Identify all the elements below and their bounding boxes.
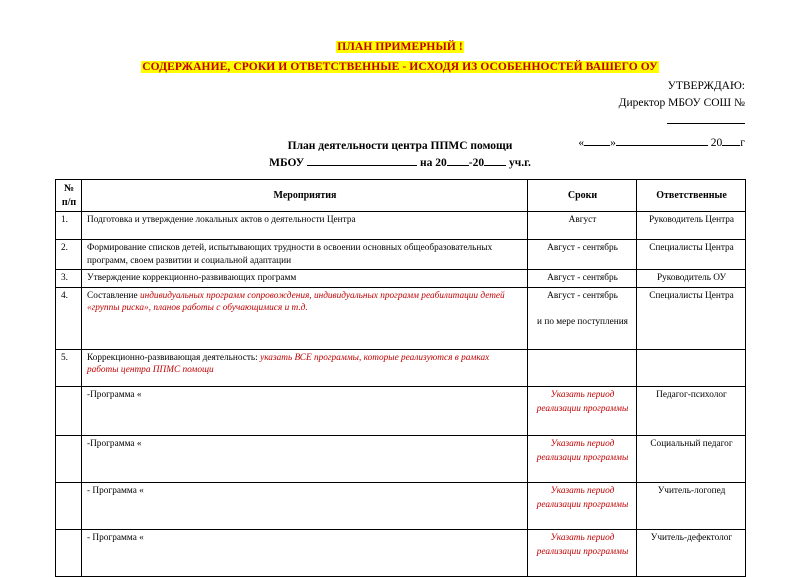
term-text-emphasis: Указать период реализации программы <box>536 532 629 557</box>
table-row <box>56 482 746 529</box>
cell-responsible: Руководитель Центра <box>637 212 746 240</box>
table-row <box>56 435 746 482</box>
event-text: Составление <box>87 290 140 301</box>
table-row <box>56 212 746 240</box>
date-quote-open: « <box>578 137 585 150</box>
cell-number: 5. <box>56 349 82 386</box>
academic-year-label: уч.г. <box>508 157 531 170</box>
cell-term <box>528 287 637 349</box>
cell-event <box>82 287 528 349</box>
approval-director: Директор МБОУ СОШ № <box>618 96 745 109</box>
year-start-label: на 20 <box>419 157 447 170</box>
school-label: МБОУ <box>269 157 305 170</box>
table-header-row <box>56 180 746 212</box>
cell-term <box>528 349 637 386</box>
event-text: Формирование списков детей, испытывающих трудности в освоении основных общеобразовательных программ, своем развитии и социальной адаптации <box>87 243 493 266</box>
cell-responsible: Педагог-психолог <box>637 386 746 435</box>
banner-line-2: СОДЕРЖАНИЕ, СРОКИ И ОТВЕТСТВЕННЫЕ - ИСХОДЯ ИЗ ОСОБЕННОСТЕЙ ВАШЕГО ОУ <box>142 61 658 73</box>
cell-responsible: Учитель-дефектолог <box>637 529 746 576</box>
cell-number: 2. <box>56 240 82 270</box>
term-text: Август - сентябрь <box>547 243 618 253</box>
approval-label: УТВЕРЖДАЮ: <box>667 80 745 92</box>
page-title-line-1: План деятельности центра ППМС помощи <box>287 140 513 152</box>
year-suffix: г <box>740 137 745 150</box>
cell-term <box>528 435 637 482</box>
column-header-number <box>56 180 82 212</box>
cell-responsible: Учитель-логопед <box>637 482 746 529</box>
cell-responsible: Специалисты Центра <box>637 240 746 270</box>
cell-event <box>82 270 528 288</box>
column-header-number-sub: п/п <box>61 196 77 208</box>
cell-event <box>82 482 528 529</box>
column-header-number-sign: № <box>63 183 75 194</box>
cell-event <box>82 212 528 240</box>
page-title-line-2 <box>0 155 800 172</box>
approval-signature-line <box>578 113 745 130</box>
cell-event <box>82 386 528 435</box>
table-row <box>56 349 746 386</box>
warning-banner <box>0 36 800 76</box>
year-prefix: 20 <box>710 137 723 150</box>
table-row <box>56 386 746 435</box>
cell-number: 4. <box>56 287 82 349</box>
term-text: Август <box>568 215 597 225</box>
term-text-emphasis: Указать период реализации программы <box>536 438 629 463</box>
table-row <box>56 287 746 349</box>
cell-responsible: Руководитель ОУ <box>637 270 746 288</box>
table-row <box>56 240 746 270</box>
table-row <box>56 529 746 576</box>
cell-term <box>528 482 637 529</box>
column-header-terms: Сроки <box>528 180 637 212</box>
banner-line-1: ПЛАН ПРИМЕРНЫЙ ! <box>337 41 463 53</box>
cell-responsible: Специалисты Центра <box>637 287 746 349</box>
cell-number <box>56 482 82 529</box>
event-text-emphasis: указать ВСЕ программы, которые реализуются в рамках работы центра ППМС помощи <box>87 352 490 376</box>
term-note: и по мере поступления <box>537 317 628 328</box>
term-text: Август - сентябрь <box>547 273 618 284</box>
column-header-events: Мероприятия <box>82 180 528 212</box>
term-text-emphasis: Указать период реализации программы <box>536 485 629 510</box>
cell-term <box>528 529 637 576</box>
cell-event <box>82 240 528 270</box>
column-header-responsible: Ответственные <box>637 180 746 212</box>
date-quote-close: » <box>610 137 616 150</box>
cell-event <box>82 349 528 386</box>
cell-number <box>56 529 82 576</box>
cell-responsible: Социальный педагог <box>637 435 746 482</box>
cell-number: 1. <box>56 212 82 240</box>
event-text: Утверждение коррекционно-развивающих программ <box>87 273 297 284</box>
term-text: Август - сентябрь <box>547 290 618 301</box>
event-text: -Программа « <box>87 389 142 400</box>
year-end-label: -20 <box>468 157 485 170</box>
page-title <box>0 138 800 173</box>
cell-number <box>56 386 82 435</box>
plan-table <box>55 179 746 577</box>
event-text: Коррекционно-развивающая деятельность: <box>87 352 261 363</box>
term-text-emphasis: Указать период реализации программы <box>536 389 629 414</box>
cell-number <box>56 435 82 482</box>
event-text: - Программа « <box>87 485 144 496</box>
cell-term <box>528 270 637 288</box>
cell-number: 3. <box>56 270 82 288</box>
plan-table-body <box>56 212 746 577</box>
cell-term <box>528 386 637 435</box>
event-text-emphasis: индивидуальных программ сопровождения, индивидуальных программ реабилитации детей «группы риска», планов работы с обучающимися и т.д. <box>87 290 505 314</box>
event-text: Подготовка и утверждение локальных актов о деятельности Центра <box>87 215 356 225</box>
cell-event <box>82 435 528 482</box>
event-text: - Программа « <box>87 532 144 543</box>
cell-term <box>528 240 637 270</box>
table-row <box>56 270 746 288</box>
cell-responsible <box>637 349 746 386</box>
event-text: -Программа « <box>87 438 142 449</box>
cell-event <box>82 529 528 576</box>
cell-term <box>528 212 637 240</box>
